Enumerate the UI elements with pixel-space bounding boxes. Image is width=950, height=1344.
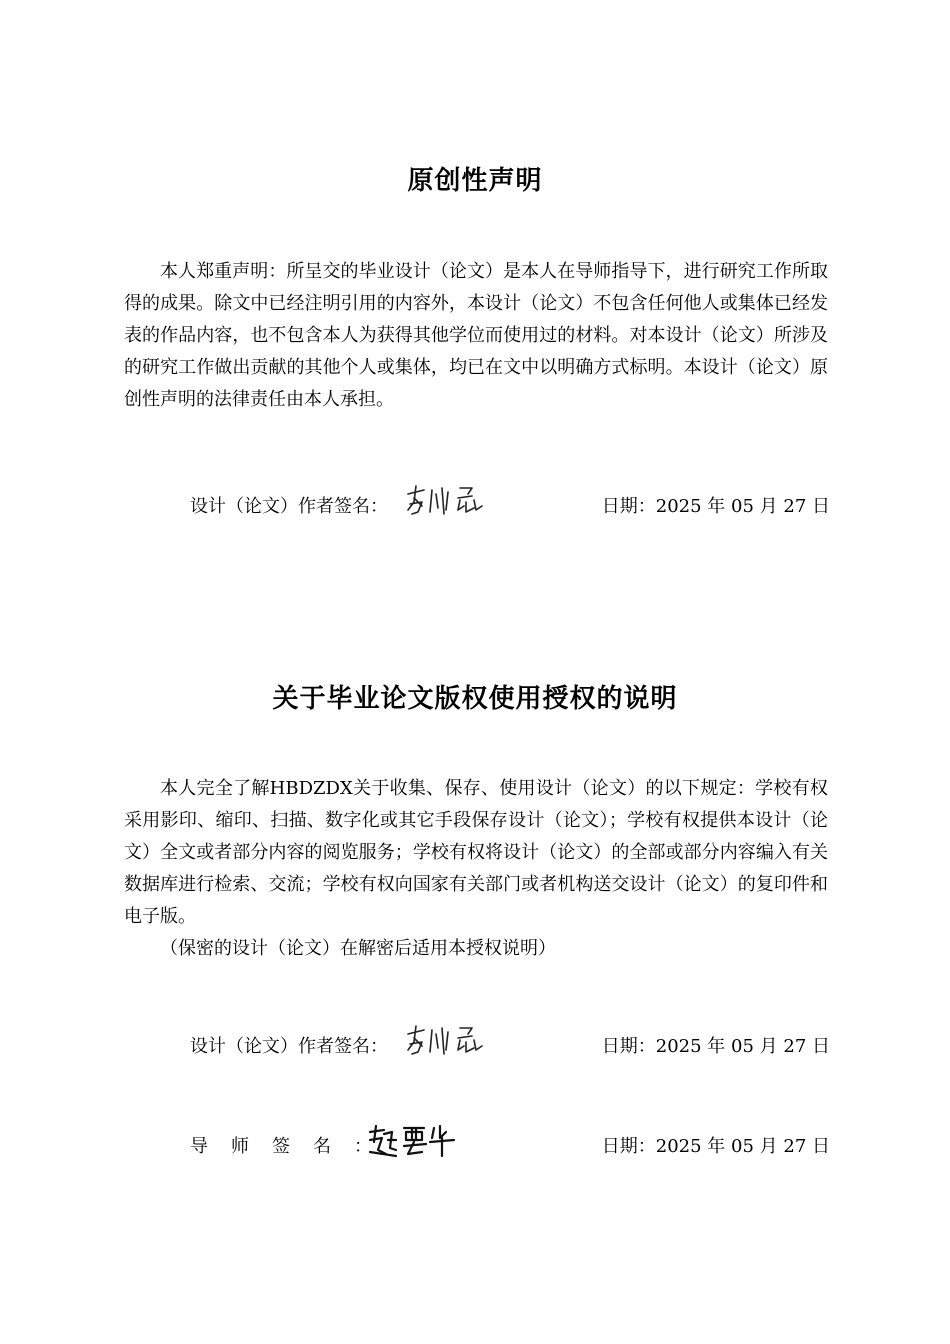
declaration-title: 原创性声明 xyxy=(407,166,543,196)
authorization-author-date: 日期：2025 年 05 月 27 日 xyxy=(601,1036,830,1057)
author-signature-label: 设计（论文）作者签名： xyxy=(190,1036,388,1057)
declaration-body: 本人郑重声明：所呈交的毕业设计（论文）是本人在导师指导下，进行研究工作所取得的成果。除文中已经注明引用的内容外，本设计（论文）不包含任何他人或集体已经发表的作品内容，也不包含本人为获得其他学位而使用过的材料。对本设计（论文）所涉及的研究工作做出贡献的其他个人或集体，均已在文中以明确方式标明。本设计（论文）原创性声明的法律责任由本人承担。 xyxy=(124,261,828,410)
authorization-title: 关于毕业论文版权使用授权的说明 xyxy=(272,684,678,714)
declaration-signature-row xyxy=(190,486,830,522)
author-handwritten-signature xyxy=(402,480,492,520)
declaration-date: 日期：2025 年 05 月 27 日 xyxy=(601,496,830,517)
advisor-signature-label: 导师签名： xyxy=(190,1136,395,1157)
author-signature-label: 设计（论文）作者签名： xyxy=(190,496,388,517)
advisor-signature-row xyxy=(190,1126,830,1162)
authorization-body: 本人完全了解HBDZDX关于收集、保存、使用设计（论文）的以下规定：学校有权采用影印、缩印、扫描、数字化或其它手段保存设计（论文）；学校有权提供本设计（论文）全文或者部分内容的阅览服务；学校有权将设计（论文）的全部或部分内容编入有关数据库进行检索、交流；学校有权向国家有关部门或者机构送交设计（论文）的复印件和电子版。 xyxy=(124,778,828,927)
author-handwritten-signature xyxy=(402,1020,492,1060)
advisor-date: 日期：2025 年 05 月 27 日 xyxy=(601,1136,830,1157)
authorization-author-signature-row xyxy=(190,1026,830,1062)
authorization-note: （保密的设计（论文）在解密后适用本授权说明） xyxy=(160,938,556,959)
advisor-handwritten-signature xyxy=(366,1120,462,1160)
